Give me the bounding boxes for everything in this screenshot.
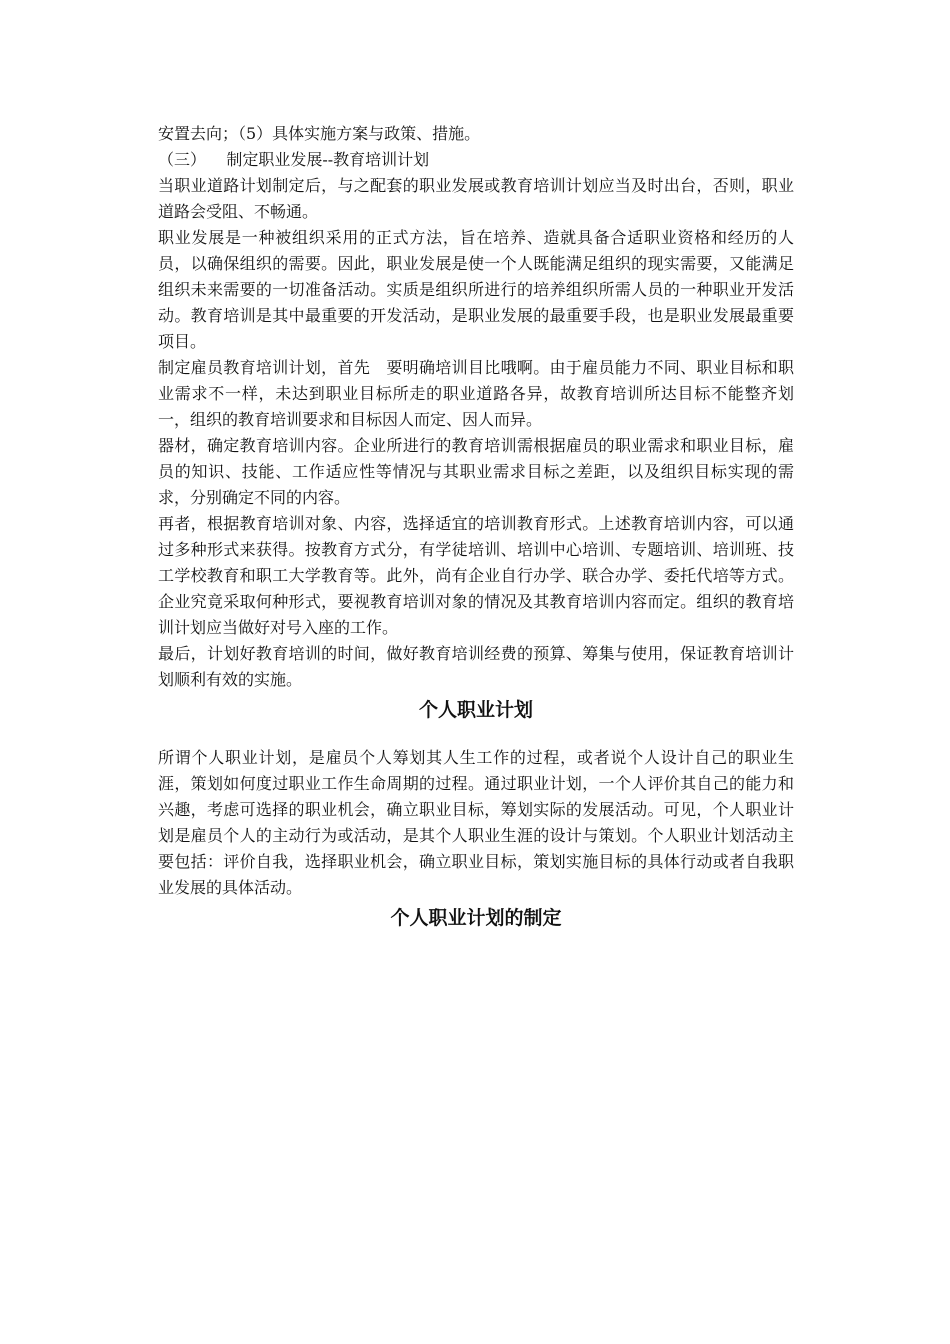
document-page	[158, 121, 794, 933]
paragraph-training-goal: 制定雇员教育培训计划，首先 要明确培训目比哦啊。由于雇员能力不同、职业目标和职业需求不一样，未达到职业目标所走的职业道路各异，故教育培训所达目标不能整齐划一，组织的教育培训要求和目标因人而定、因人而异。	[158, 358, 794, 429]
paragraph-training-content: 器材，确定教育培训内容。企业所进行的教育培训需根据雇员的职业需求和职业目标，雇员的知识、技能、工作适应性等情况与其职业需求目标之差距，以及组织目标实现的需求，分别确定不同的内容。	[158, 436, 794, 507]
paragraph-training-schedule: 最后，计划好教育培训的时间，做好教育培训经费的预算、筹集与使用，保证教育培训计划顺利有效的实施。	[158, 644, 794, 689]
paragraph-personal-career-plan: 所谓个人职业计划，是雇员个人筹划其人生工作的过程，或者说个人设计自己的职业生涯，策划如何度过职业工作生命周期的过程。通过职业计划，一个人评价其自己的能力和兴趣，考虑可选择的职业机会，确立职业目标，筹划实际的发展活动。可见，个人职业计划是雇员个人的主动行为或活动，是其个人职业生涯的设计与策划。个人职业计划活动主要包括：评价自我，选择职业机会，确立职业目标，策划实施目标的具体行动或者自我职业发展的具体活动。	[158, 748, 794, 897]
heading-personal-career-plan-making: 个人职业计划的制定	[390, 907, 562, 929]
paragraph-training-form: 再者，根据教育培训对象、内容，选择适宜的培训教育形式。上述教育培训内容，可以通过多种形式来获得。按教育方式分，有学徒培训、培训中心培训、专题培训、培训班、技工学校教育和职工大学教育等。此外，尚有企业自行办学、联合办学、委托代培等方式。企业究竟采取何种形式，要视教育培训对象的情况及其教育培训内容而定。组织的教育培训计划应当做好对号入座的工作。	[158, 514, 794, 637]
section-heading-education-plan: （三） 制定职业发展--教育培训计划	[158, 150, 430, 169]
paragraph-career-development: 职业发展是一种被组织采用的正式方法，旨在培养、造就具备合适职业资格和经历的人员，以确保组织的需要。因此，职业发展是使一个人既能满足组织的现实需要，又能满足组织未来需要的一切准备活动。实质是组织所进行的培养组织所需人员的一种职业开发活动。教育培训是其中最重要的开发活动，是职业发展的最重要手段，也是职业发展最重要项目。	[158, 228, 794, 351]
paragraph-placement: 安置去向；（5）具体实施方案与政策、措施。	[158, 124, 481, 143]
heading-personal-career-plan: 个人职业计划	[418, 699, 533, 721]
paragraph-career-path: 当职业道路计划制定后，与之配套的职业发展或教育培训计划应当及时出台，否则，职业道路会受阻、不畅通。	[158, 176, 794, 221]
